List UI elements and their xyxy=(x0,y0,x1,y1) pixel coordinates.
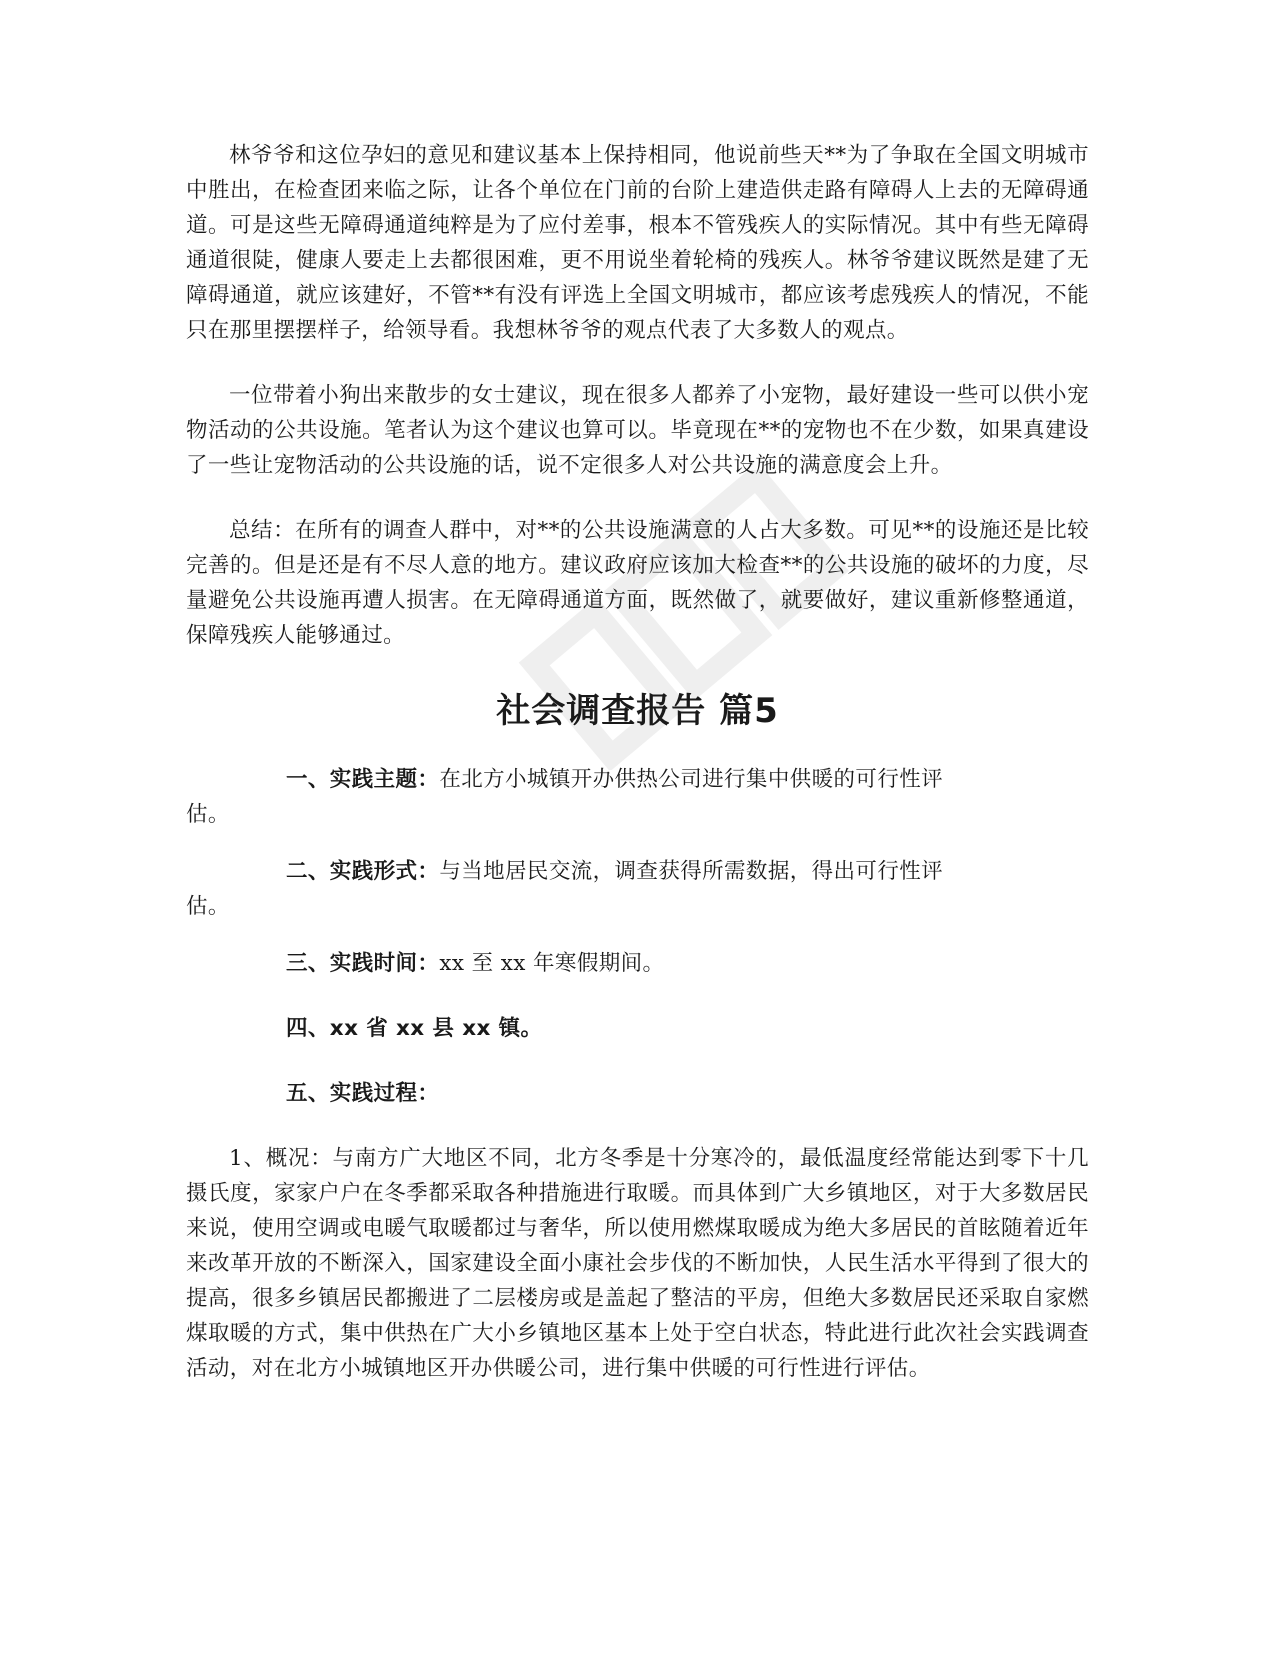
item-practice-form-text: 与当地居民交流，调查获得所需数据，得出可行性评 xyxy=(439,859,944,884)
item-practice-theme-text-cont: 估。 xyxy=(186,802,230,827)
item-practice-theme xyxy=(186,762,1089,832)
paragraph-summary: 总结：在所有的调查人群中，对**的公共设施满意的人占大多数。可见**的设施还是比较完善的。但是还是有不尽人意的地方。建议政府应该加大检查**的公共设施的破坏的力度，尽量避免公共设施再遭人损害。在无障碍通道方面，既然做了，就要做好，建议重新修整通道，保障残疾人能够通过。 xyxy=(186,518,1089,648)
item-practice-place-label: 四、xx 省 xx 县 xx 镇。 xyxy=(286,1016,543,1041)
paragraph-pet-facilities: 一位带着小狗出来散步的女士建议，现在很多人都养了小宠物，最好建设一些可以供小宠物活动的公共设施。笔者认为这个建议也算可以。毕竟现在**的宠物也不在少数，如果真建设了一些让宠物活动的公共设施的话，说不定很多人对公共设施的满意度会上升。 xyxy=(186,383,1089,478)
section-title: 社会调查报告 篇5 xyxy=(496,691,779,731)
paragraph-overview: 1、概况：与南方广大地区不同，北方冬季是十分寒冷的，最低温度经常能达到零下十几摄氏度，家家户户在冬季都采取各种措施进行取暖。而具体到广大乡镇地区，对于大多数居民来说，使用空调或电暖气取暖都过与奢华，所以使用燃煤取暖成为绝大多居民的首眩随着近年来改革开放的不断深入，国家建设全面小康社会步伐的不断加快，人民生活水平得到了很大的提高，很多乡镇居民都搬进了二层楼房或是盖起了整洁的平房，但绝大多数居民还采取自家燃煤取暖的方式，集中供热在广大小乡镇地区基本上处于空白状态，特此进行此次社会实践调查活动，对在北方小城镇地区开办供暖公司，进行集中供暖的可行性进行评估。 xyxy=(186,1146,1089,1381)
item-practice-time-label: 三、实践时间： xyxy=(286,951,440,976)
document-page xyxy=(186,138,1089,1386)
item-practice-process xyxy=(186,1076,1089,1111)
item-practice-theme-text: 在北方小城镇开办供热公司进行集中供暖的可行性评 xyxy=(439,767,944,792)
item-practice-form-label: 二、实践形式： xyxy=(286,859,440,884)
paragraph-lin-grandpa: 林爷爷和这位孕妇的意见和建议基本上保持相同，他说前些天**为了争取在全国文明城市中胜出，在检查团来临之际，让各个单位在门前的台阶上建造供走路有障碍人上去的无障碍通道。可是这些无障碍通道纯粹是为了应付差事，根本不管残疾人的实际情况。其中有些无障碍通道很陡，健康人要走上去都很困难，更不用说坐着轮椅的残疾人。林爷爷建议既然是建了无障碍通道，就应该建好，不管**有没有评选上全国文明城市，都应该考虑残疾人的情况，不能只在那里摆摆样子，给领导看。我想林爷爷的观点代表了大多数人的观点。 xyxy=(186,143,1089,343)
item-practice-time-text: xx 至 xx 年寒假期间。 xyxy=(439,951,665,976)
item-practice-form-text-cont: 估。 xyxy=(186,894,230,919)
item-practice-time xyxy=(186,946,1089,981)
item-practice-form xyxy=(186,854,1089,924)
item-practice-theme-label: 一、实践主题： xyxy=(286,767,440,792)
item-practice-place xyxy=(186,1011,1089,1046)
item-practice-process-label: 五、实践过程： xyxy=(286,1081,440,1106)
